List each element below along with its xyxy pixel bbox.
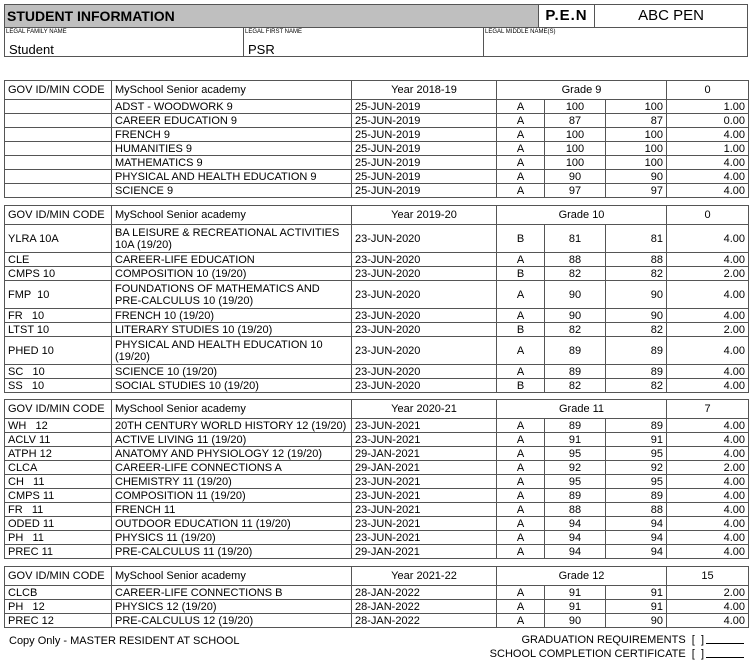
final-percent: 89 (606, 337, 667, 365)
final-percent: 92 (606, 461, 667, 475)
letter-grade: A (497, 600, 545, 614)
course-code (5, 142, 112, 156)
course-name: PHYSICS 12 (19/20) (112, 600, 352, 614)
course-row (5, 100, 749, 114)
final-percent: 87 (606, 114, 667, 128)
letter-grade: A (497, 128, 545, 142)
course-code: PREC 12 (5, 614, 112, 628)
course-row (5, 142, 749, 156)
completion-date: 23-JUN-2020 (352, 379, 497, 393)
header-title-row (5, 5, 747, 28)
completion-date: 23-JUN-2021 (352, 475, 497, 489)
student-information-header (4, 4, 748, 57)
family-name-value: Student (9, 42, 54, 57)
completion-date: 25-JUN-2019 (352, 114, 497, 128)
final-percent: 88 (606, 503, 667, 517)
family-name-cell (5, 28, 244, 57)
section-total: 0 (667, 206, 749, 225)
header-title: STUDENT INFORMATION (5, 5, 539, 27)
course-code: ODED 11 (5, 517, 112, 531)
middle-name-label: LEGAL MIDDLE NAME(S) (485, 29, 556, 35)
credits: 4.00 (667, 253, 749, 267)
school-percent: 87 (545, 114, 606, 128)
course-name: SOCIAL STUDIES 10 (19/20) (112, 379, 352, 393)
course-name: PHYSICAL AND HEALTH EDUCATION 9 (112, 170, 352, 184)
credits: 4.00 (667, 489, 749, 503)
letter-grade: A (497, 170, 545, 184)
completion-date: 25-JUN-2019 (352, 128, 497, 142)
completion-certificate-line (490, 647, 744, 661)
completion-date: 23-JUN-2020 (352, 309, 497, 323)
course-code: ATPH 12 (5, 447, 112, 461)
course-code: ACLV 11 (5, 433, 112, 447)
credits: 2.00 (667, 267, 749, 281)
course-row (5, 281, 749, 309)
final-percent: 91 (606, 600, 667, 614)
school-year: Year 2019-20 (352, 206, 497, 225)
credits: 4.00 (667, 433, 749, 447)
credits: 4.00 (667, 600, 749, 614)
school-percent: 88 (545, 253, 606, 267)
final-percent: 90 (606, 309, 667, 323)
school-percent: 88 (545, 503, 606, 517)
final-percent: 90 (606, 281, 667, 309)
letter-grade: A (497, 142, 545, 156)
course-name: MATHEMATICS 9 (112, 156, 352, 170)
course-name: COMPOSITION 10 (19/20) (112, 267, 352, 281)
school-year: Year 2020-21 (352, 400, 497, 419)
course-code (5, 100, 112, 114)
course-row (5, 461, 749, 475)
course-code: CLCA (5, 461, 112, 475)
course-name: FRENCH 10 (19/20) (112, 309, 352, 323)
course-name: FOUNDATIONS OF MATHEMATICS AND PRE-CALCULUS 10 (19/20) (112, 281, 352, 309)
course-row (5, 586, 749, 600)
school-percent: 94 (545, 517, 606, 531)
completion-date: 23-JUN-2020 (352, 281, 497, 309)
course-row (5, 614, 749, 628)
completion-date: 23-JUN-2020 (352, 267, 497, 281)
course-code: SS 10 (5, 379, 112, 393)
school-name: MySchool Senior academy (112, 206, 352, 225)
school-year: Year 2021-22 (352, 567, 497, 586)
credits: 2.00 (667, 323, 749, 337)
completion-certificate-blank (706, 648, 744, 658)
school-percent: 90 (545, 281, 606, 309)
course-name: SCIENCE 9 (112, 184, 352, 198)
school-percent: 97 (545, 184, 606, 198)
course-code: PHED 10 (5, 337, 112, 365)
school-percent: 94 (545, 531, 606, 545)
course-code (5, 114, 112, 128)
school-percent: 89 (545, 337, 606, 365)
school-year: Year 2018-19 (352, 81, 497, 100)
credits: 1.00 (667, 142, 749, 156)
school-percent: 100 (545, 156, 606, 170)
course-name: PRE-CALCULUS 12 (19/20) (112, 614, 352, 628)
completion-certificate-label: SCHOOL COMPLETION CERTIFICATE [ ] (489, 648, 704, 660)
school-name: MySchool Senior academy (112, 81, 352, 100)
completion-date: 29-JAN-2021 (352, 545, 497, 559)
first-name-cell (244, 28, 484, 57)
final-percent: 100 (606, 156, 667, 170)
letter-grade: A (497, 531, 545, 545)
school-percent: 82 (545, 379, 606, 393)
letter-grade: B (497, 379, 545, 393)
credits: 4.00 (667, 225, 749, 253)
course-row (5, 545, 749, 559)
course-row (5, 433, 749, 447)
graduation-requirements-blank (706, 634, 744, 644)
letter-grade: A (497, 433, 545, 447)
grade-level: Grade 9 (497, 81, 667, 100)
course-row (5, 128, 749, 142)
course-name: OUTDOOR EDUCATION 11 (19/20) (112, 517, 352, 531)
letter-grade: A (497, 253, 545, 267)
completion-date: 23-JUN-2021 (352, 433, 497, 447)
grade-table (4, 399, 749, 559)
final-percent: 97 (606, 184, 667, 198)
course-row (5, 475, 749, 489)
credits: 4.00 (667, 503, 749, 517)
credits: 2.00 (667, 461, 749, 475)
final-percent: 95 (606, 475, 667, 489)
completion-date: 23-JUN-2021 (352, 489, 497, 503)
credits: 4.00 (667, 419, 749, 433)
credits: 4.00 (667, 447, 749, 461)
course-row (5, 447, 749, 461)
course-code: PREC 11 (5, 545, 112, 559)
grade-table (4, 205, 749, 393)
school-percent: 91 (545, 586, 606, 600)
credits: 0.00 (667, 114, 749, 128)
course-row (5, 379, 749, 393)
school-percent: 90 (545, 309, 606, 323)
final-percent: 91 (606, 586, 667, 600)
final-percent: 88 (606, 253, 667, 267)
course-code: CMPS 10 (5, 267, 112, 281)
letter-grade: A (497, 156, 545, 170)
credits: 4.00 (667, 475, 749, 489)
school-percent: 91 (545, 433, 606, 447)
final-percent: 100 (606, 128, 667, 142)
credits: 4.00 (667, 281, 749, 309)
completion-date: 29-JAN-2021 (352, 447, 497, 461)
final-percent: 100 (606, 142, 667, 156)
final-percent: 91 (606, 433, 667, 447)
school-percent: 89 (545, 489, 606, 503)
school-name: MySchool Senior academy (112, 400, 352, 419)
letter-grade: A (497, 503, 545, 517)
credits: 4.00 (667, 545, 749, 559)
section-header-row (5, 400, 749, 419)
course-code: FMP 10 (5, 281, 112, 309)
completion-date: 28-JAN-2022 (352, 586, 497, 600)
course-name: CAREER-LIFE CONNECTIONS A (112, 461, 352, 475)
school-percent: 89 (545, 419, 606, 433)
course-row (5, 517, 749, 531)
course-name: LITERARY STUDIES 10 (19/20) (112, 323, 352, 337)
course-code (5, 128, 112, 142)
course-code: WH 12 (5, 419, 112, 433)
school-name: MySchool Senior academy (112, 567, 352, 586)
completion-date: 29-JAN-2021 (352, 461, 497, 475)
course-name: SCIENCE 10 (19/20) (112, 365, 352, 379)
credits: 4.00 (667, 128, 749, 142)
letter-grade: A (497, 517, 545, 531)
course-code: FR 10 (5, 309, 112, 323)
completion-date: 23-JUN-2021 (352, 531, 497, 545)
section-header-row (5, 206, 749, 225)
course-name: ADST - WOODWORK 9 (112, 100, 352, 114)
course-code: CLCB (5, 586, 112, 600)
letter-grade: A (497, 114, 545, 128)
final-percent: 81 (606, 225, 667, 253)
final-percent: 89 (606, 365, 667, 379)
course-row (5, 365, 749, 379)
course-name: 20TH CENTURY WORLD HISTORY 12 (19/20) (112, 419, 352, 433)
completion-date: 23-JUN-2020 (352, 225, 497, 253)
grade-level: Grade 11 (497, 400, 667, 419)
credits: 4.00 (667, 184, 749, 198)
credits: 2.00 (667, 586, 749, 600)
course-name: HUMANITIES 9 (112, 142, 352, 156)
course-row (5, 253, 749, 267)
letter-grade: A (497, 309, 545, 323)
credits: 4.00 (667, 614, 749, 628)
course-name: COMPOSITION 11 (19/20) (112, 489, 352, 503)
final-percent: 82 (606, 379, 667, 393)
credits: 4.00 (667, 517, 749, 531)
credits: 4.00 (667, 379, 749, 393)
completion-date: 23-JUN-2020 (352, 365, 497, 379)
credits: 1.00 (667, 100, 749, 114)
school-percent: 94 (545, 545, 606, 559)
middle-name-cell (484, 28, 747, 57)
course-code: YLRA 10A (5, 225, 112, 253)
credits: 4.00 (667, 365, 749, 379)
school-percent: 100 (545, 100, 606, 114)
final-percent: 100 (606, 100, 667, 114)
course-code (5, 156, 112, 170)
course-name: ANATOMY AND PHYSIOLOGY 12 (19/20) (112, 447, 352, 461)
letter-grade: A (497, 614, 545, 628)
completion-date: 28-JAN-2022 (352, 600, 497, 614)
course-code: LTST 10 (5, 323, 112, 337)
school-percent: 95 (545, 475, 606, 489)
course-row (5, 225, 749, 253)
completion-date: 23-JUN-2020 (352, 337, 497, 365)
course-code: PH 11 (5, 531, 112, 545)
first-name-value: PSR (248, 42, 275, 57)
course-code: SC 10 (5, 365, 112, 379)
course-code: CMPS 11 (5, 489, 112, 503)
school-percent: 100 (545, 142, 606, 156)
graduation-requirements-line (490, 633, 744, 647)
course-code: FR 11 (5, 503, 112, 517)
final-percent: 94 (606, 531, 667, 545)
credits: 4.00 (667, 309, 749, 323)
letter-grade: A (497, 489, 545, 503)
school-percent: 81 (545, 225, 606, 253)
section-total: 0 (667, 81, 749, 100)
final-percent: 82 (606, 267, 667, 281)
completion-date: 25-JUN-2019 (352, 170, 497, 184)
letter-grade: B (497, 323, 545, 337)
completion-date: 25-JUN-2019 (352, 100, 497, 114)
course-row (5, 323, 749, 337)
course-code: PH 12 (5, 600, 112, 614)
school-percent: 90 (545, 614, 606, 628)
course-code (5, 170, 112, 184)
school-percent: 90 (545, 170, 606, 184)
letter-grade: A (497, 100, 545, 114)
copy-note: Copy Only - MASTER RESIDENT AT SCHOOL (9, 635, 240, 647)
course-row (5, 489, 749, 503)
course-row (5, 170, 749, 184)
letter-grade: A (497, 545, 545, 559)
final-percent: 94 (606, 517, 667, 531)
graduation-requirements-label: GRADUATION REQUIREMENTS [ ] (521, 634, 704, 646)
course-name: CAREER EDUCATION 9 (112, 114, 352, 128)
family-name-label: LEGAL FAMILY NAME (6, 29, 67, 35)
section-header-row (5, 81, 749, 100)
first-name-label: LEGAL FIRST NAME (245, 29, 303, 35)
course-name: PRE-CALCULUS 11 (19/20) (112, 545, 352, 559)
course-name: CAREER-LIFE CONNECTIONS B (112, 586, 352, 600)
course-code: CH 11 (5, 475, 112, 489)
letter-grade: B (497, 225, 545, 253)
credits: 4.00 (667, 531, 749, 545)
letter-grade: A (497, 461, 545, 475)
letter-grade: A (497, 586, 545, 600)
completion-date: 28-JAN-2022 (352, 614, 497, 628)
completion-date: 23-JUN-2021 (352, 419, 497, 433)
letter-grade: A (497, 475, 545, 489)
pen-value: ABC PEN (638, 7, 704, 24)
school-percent: 91 (545, 600, 606, 614)
completion-date: 25-JUN-2019 (352, 142, 497, 156)
letter-grade: A (497, 337, 545, 365)
code-header: GOV ID/MIN CODE (5, 81, 112, 100)
course-code: CLE (5, 253, 112, 267)
final-percent: 82 (606, 323, 667, 337)
course-row (5, 337, 749, 365)
code-header: GOV ID/MIN CODE (5, 400, 112, 419)
course-row (5, 156, 749, 170)
final-percent: 89 (606, 489, 667, 503)
school-percent: 100 (545, 128, 606, 142)
grade-level: Grade 12 (497, 567, 667, 586)
school-percent: 95 (545, 447, 606, 461)
course-row (5, 309, 749, 323)
course-row (5, 600, 749, 614)
completion-date: 23-JUN-2021 (352, 503, 497, 517)
completion-date: 23-JUN-2020 (352, 323, 497, 337)
final-percent: 95 (606, 447, 667, 461)
course-row (5, 503, 749, 517)
grade-table (4, 566, 749, 628)
course-code (5, 184, 112, 198)
letter-grade: A (497, 419, 545, 433)
course-name: PHYSICAL AND HEALTH EDUCATION 10 (19/20) (112, 337, 352, 365)
completion-date: 25-JUN-2019 (352, 156, 497, 170)
school-percent: 82 (545, 323, 606, 337)
code-header: GOV ID/MIN CODE (5, 206, 112, 225)
course-row (5, 267, 749, 281)
final-percent: 90 (606, 170, 667, 184)
pen-label: P.E.N (539, 5, 595, 27)
grade-table (4, 80, 749, 198)
code-header: GOV ID/MIN CODE (5, 567, 112, 586)
final-percent: 94 (606, 545, 667, 559)
letter-grade: A (497, 447, 545, 461)
final-percent: 90 (606, 614, 667, 628)
final-percent: 89 (606, 419, 667, 433)
course-name: PHYSICS 11 (19/20) (112, 531, 352, 545)
completion-status (490, 633, 744, 661)
section-total: 15 (667, 567, 749, 586)
section-header-row (5, 567, 749, 586)
credits: 4.00 (667, 156, 749, 170)
course-name: CAREER-LIFE EDUCATION (112, 253, 352, 267)
school-percent: 92 (545, 461, 606, 475)
completion-date: 25-JUN-2019 (352, 184, 497, 198)
letter-grade: B (497, 267, 545, 281)
course-name: FRENCH 9 (112, 128, 352, 142)
letter-grade: A (497, 184, 545, 198)
letter-grade: A (497, 365, 545, 379)
credits: 4.00 (667, 337, 749, 365)
course-row (5, 419, 749, 433)
course-row (5, 531, 749, 545)
section-total: 7 (667, 400, 749, 419)
course-row (5, 114, 749, 128)
course-name: BA LEISURE & RECREATIONAL ACTIVITIES 10A (19/20) (112, 225, 352, 253)
course-row (5, 184, 749, 198)
course-name: FRENCH 11 (112, 503, 352, 517)
completion-date: 23-JUN-2020 (352, 253, 497, 267)
grade-level: Grade 10 (497, 206, 667, 225)
completion-date: 23-JUN-2021 (352, 517, 497, 531)
school-percent: 82 (545, 267, 606, 281)
course-name: ACTIVE LIVING 11 (19/20) (112, 433, 352, 447)
course-name: CHEMISTRY 11 (19/20) (112, 475, 352, 489)
school-percent: 89 (545, 365, 606, 379)
credits: 4.00 (667, 170, 749, 184)
letter-grade: A (497, 281, 545, 309)
